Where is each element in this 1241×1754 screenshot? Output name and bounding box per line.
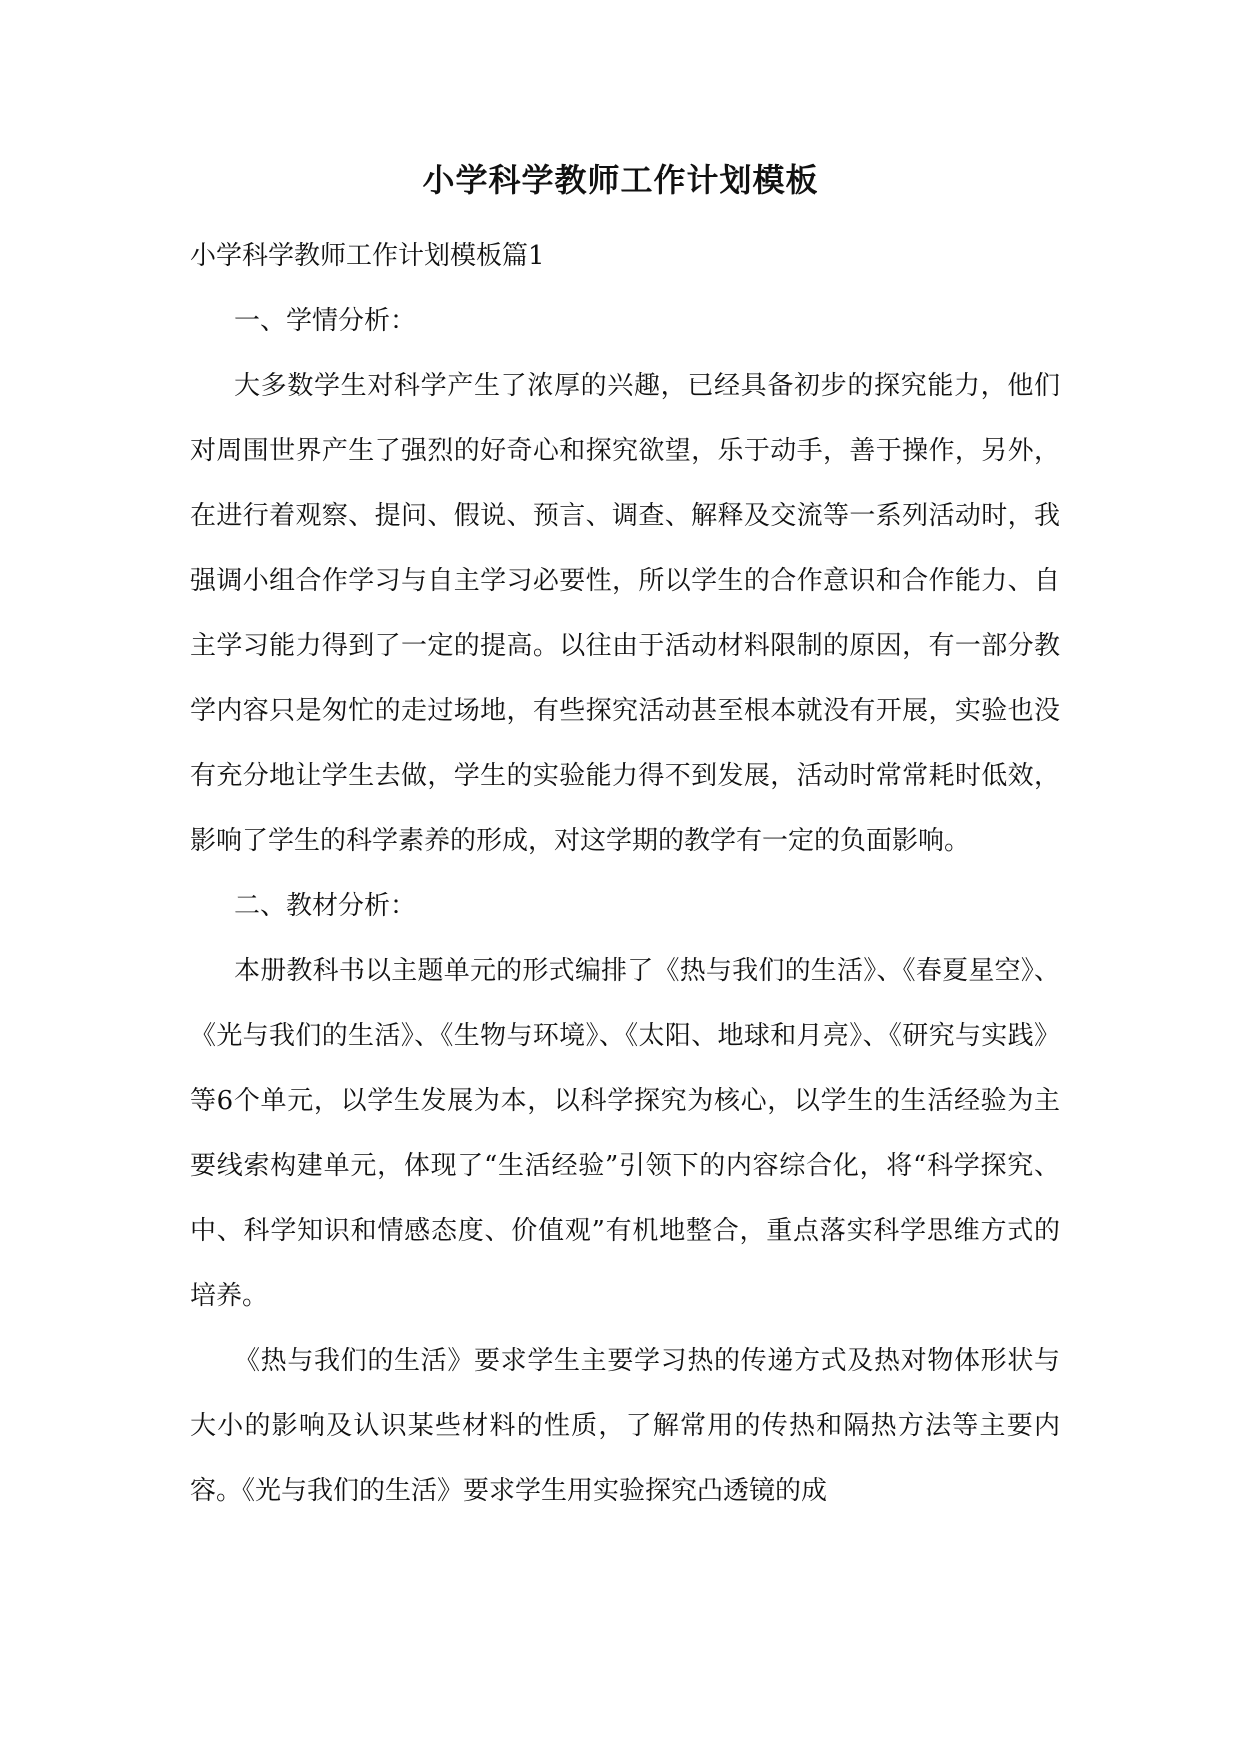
document-subtitle: 小学科学教师工作计划模板篇1 [190, 241, 545, 271]
paragraph-unit-description: 《热与我们的生活》要求学生主要学习热的传递方式及热对物体形状与大小的影响及认识某些材料的性质，了解常用的传热和隔热方法等主要内容。《光与我们的生活》要求学生用实验探究凸透镜的成 [190, 1346, 1060, 1506]
document-title: 小学科学教师工作计划模板 [422, 161, 819, 199]
paragraph-learning-analysis: 大多数学生对科学产生了浓厚的兴趣，已经具备初步的探究能力，他们对周围世界产生了强烈的好奇心和探究欲望，乐于动手，善于操作，另外，在进行着观察、提问、假说、预言、调查、解释及交流等一系列活动时，我强调小组合作学习与自主学习必要性，所以学生的合作意识和合作能力、自主学习能力得到了一定的提高。以往由于活动材料限制的原因，有一部分教学内容只是匆忙的走过场地，有些探究活动甚至根本就没有开展，实验也没有充分地让学生去做，学生的实验能力得不到发展，活动时常常耗时低效，影响了学生的科学素养的形成，对这学期的教学有一定的负面影响。 [190, 371, 1060, 856]
section-heading-textbook-analysis: 二、教材分析： [234, 891, 417, 921]
section-heading-learning-analysis: 一、学情分析： [234, 306, 417, 336]
paragraph-textbook-overview: 本册教科书以主题单元的形式编排了《热与我们的生活》、《春夏星空》、《光与我们的生活》、《生物与环境》、《太阳、地球和月亮》、《研究与实践》等6个单元，以学生发展为本，以科学探究为核心，以学生的生活经验为主要线索构建单元，体现了“生活经验”引领下的内容综合化，将“科学探究、中、科学知识和情感态度、价值观”有机地整合，重点落实科学思维方式的培养。 [190, 956, 1060, 1311]
document-body [190, 224, 1060, 1524]
